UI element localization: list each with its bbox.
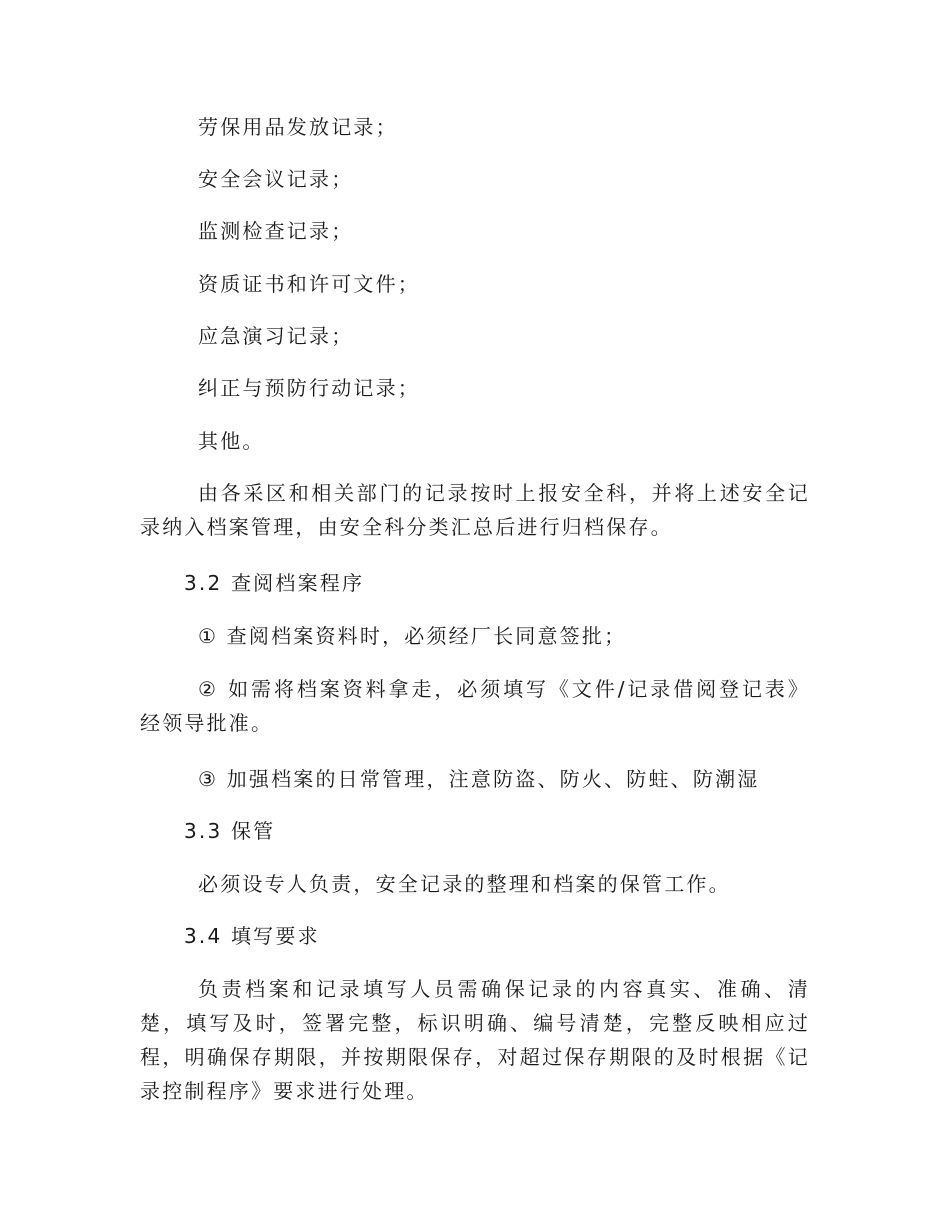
custody-paragraph: 必须设专人负责，安全记录的整理和档案的保管工作。 [198,872,731,896]
step-item: ① 查阅档案资料时，必须经厂长同意签批； [198,624,627,648]
list-item: 其他。 [198,429,265,453]
list-item: 资质证书和许可文件； [198,272,420,296]
requirements-paragraph: 负责档案和记录填写人员需确保记录的内容真实、准确、清楚，填写及时，签署完整，标识明确、编号清楚，完整反映相应过程，明确保存期限，并按期限保存，对超过保存期限的及时根据《记录控制程序》要求进行处理。 [140,977,810,1103]
list-item: 安全会议记录； [198,167,354,191]
section-heading-3-2: 3.2 查阅档案程序 [184,571,365,595]
list-item: 劳保用品发放记录； [198,115,398,139]
list-item: 纠正与预防行动记录； [198,376,420,400]
step-item: ③ 加强档案的日常管理，注意防盗、防火、防蛀、防潮湿 [198,767,760,791]
archive-paragraph: 由各采区和相关部门的记录按时上报安全科，并将上述安全记录纳入档案管理，由安全科分类汇总后进行归档保存。 [140,481,810,539]
section-heading-3-3: 3.3 保管 [184,819,276,843]
list-item: 监测检查记录； [198,219,354,243]
list-item: 应急演习记录； [198,324,354,348]
section-heading-3-4: 3.4 填写要求 [184,924,320,948]
step-item: ② 如需将档案资料拿走，必须填写《文件/记录借阅登记表》经领导批准。 [140,677,810,735]
